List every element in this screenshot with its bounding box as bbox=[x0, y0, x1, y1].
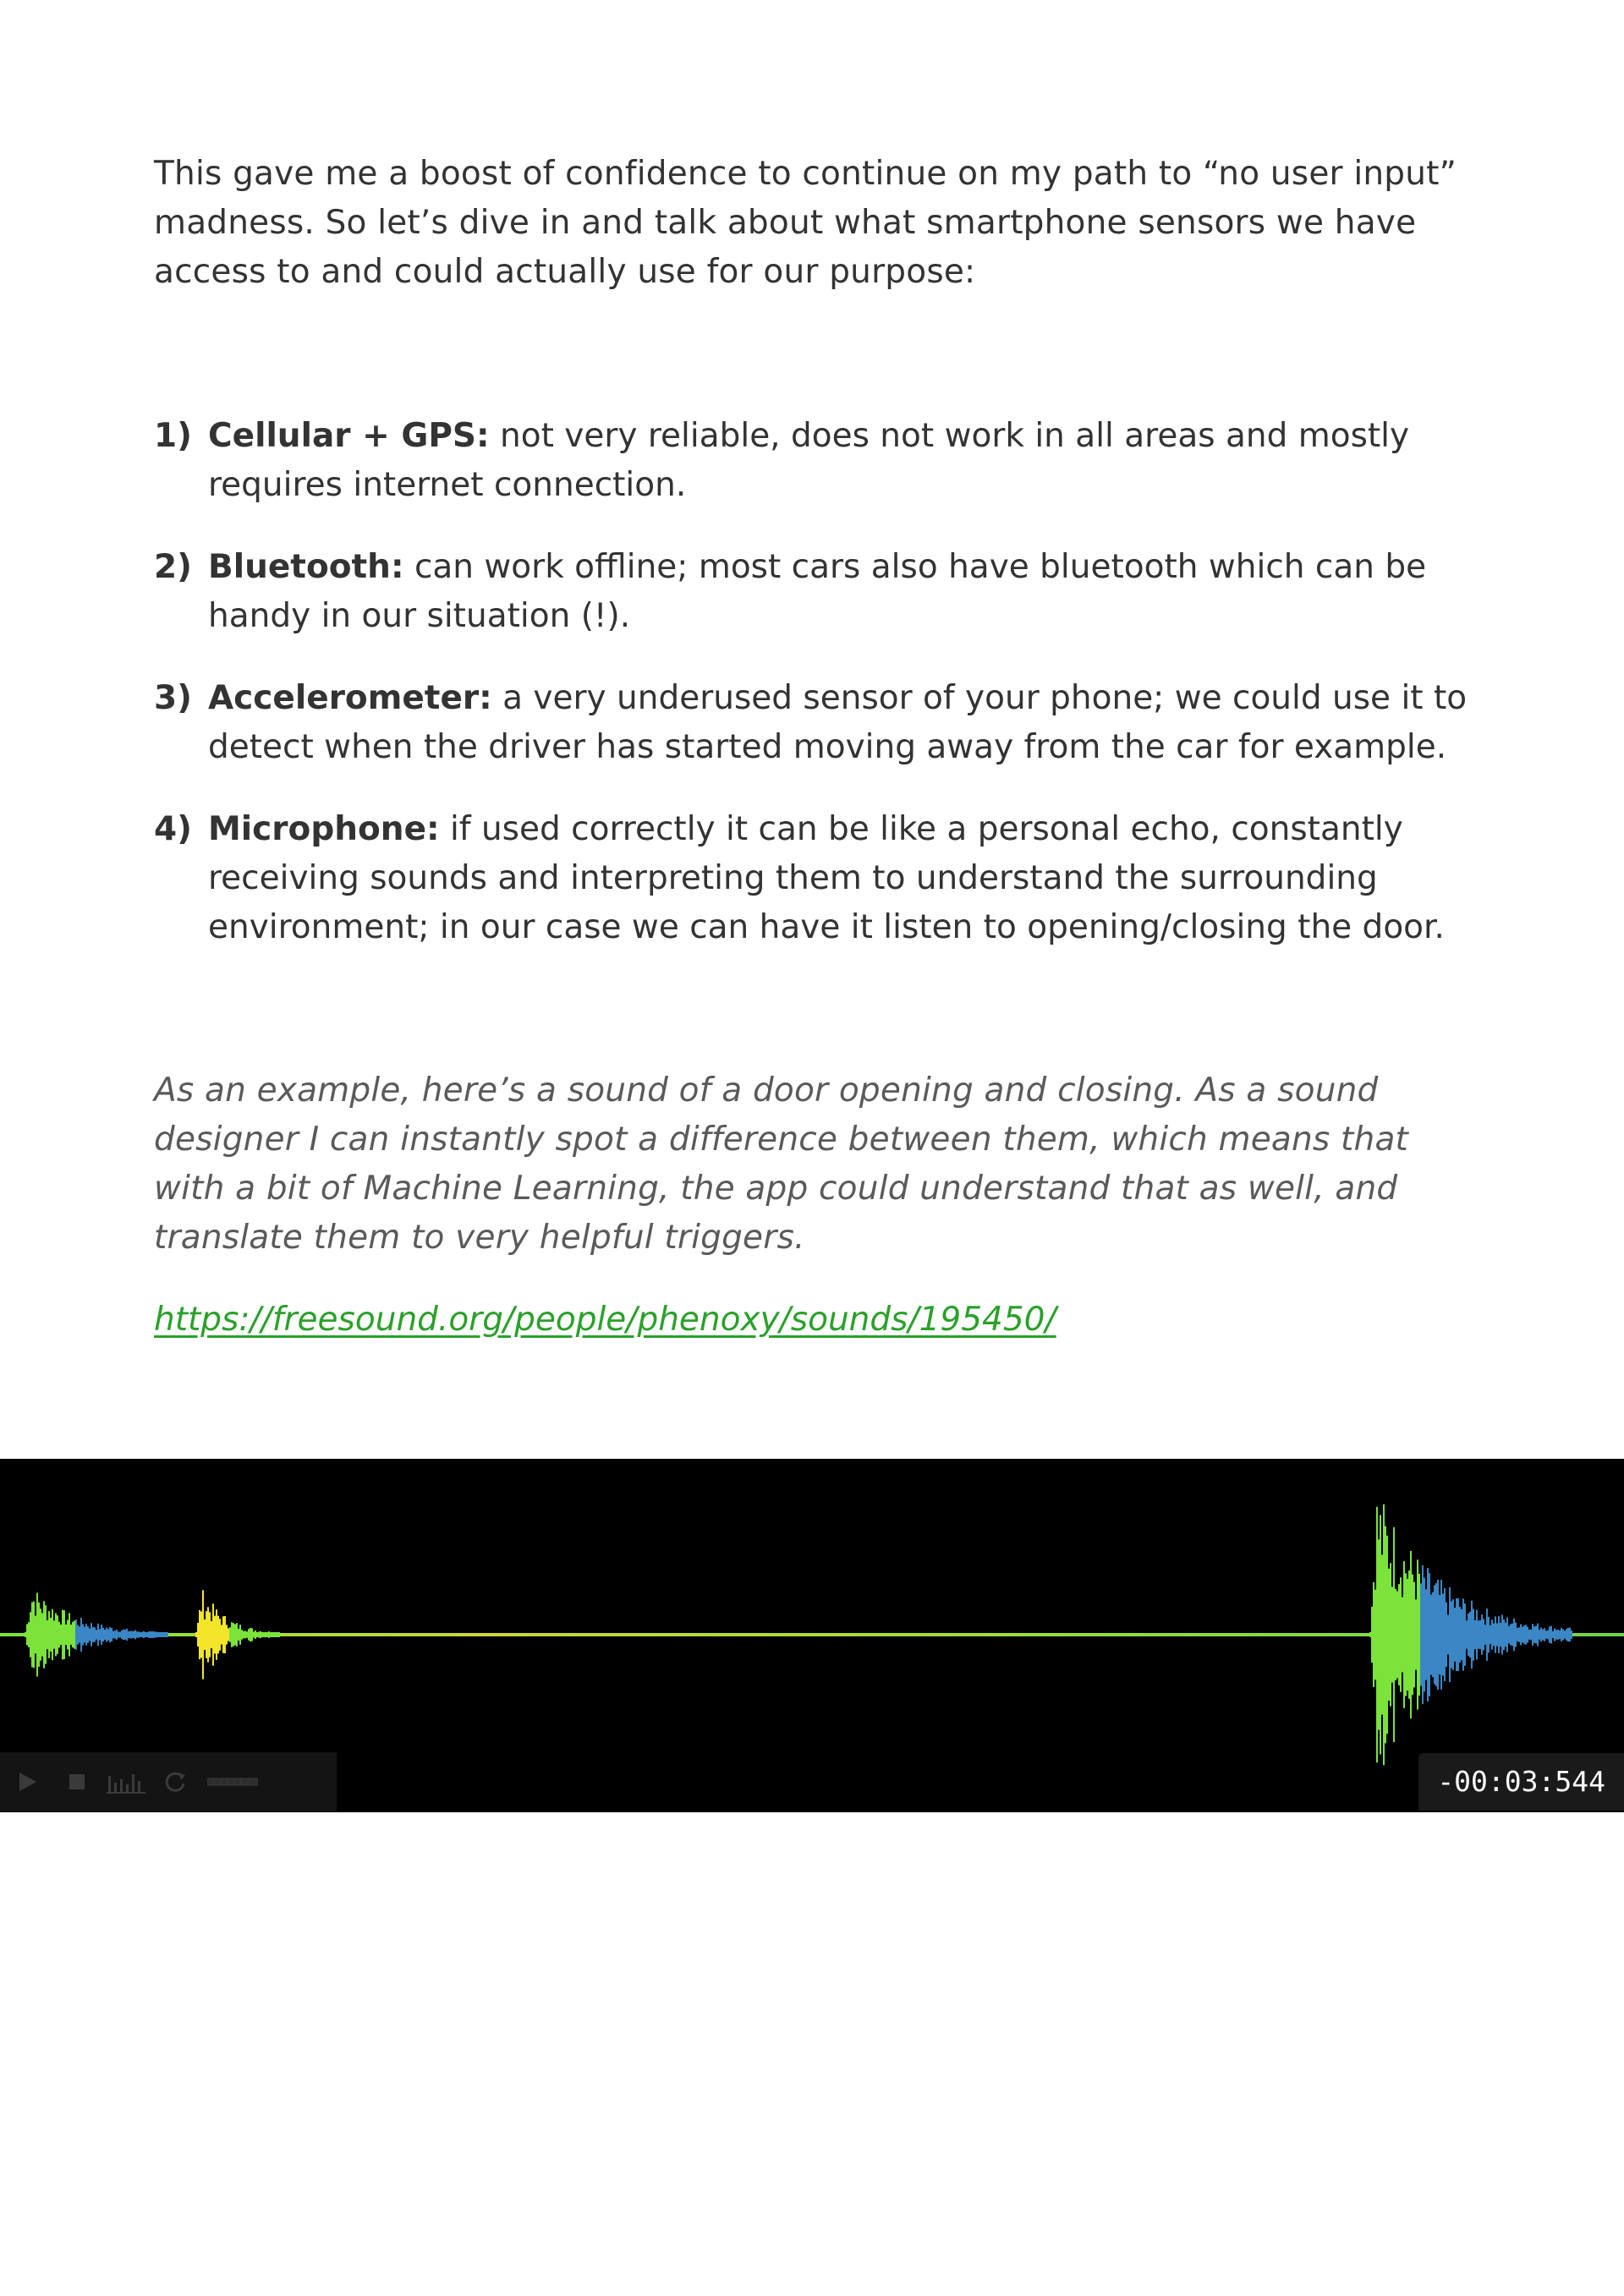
list-term: Accelerometer: bbox=[208, 679, 492, 717]
audio-player[interactable] bbox=[0, 1459, 1624, 1812]
sensor-list bbox=[154, 412, 1473, 985]
list-item bbox=[154, 805, 1473, 952]
list-term: Microphone: bbox=[208, 810, 440, 848]
loop-icon bbox=[163, 1770, 187, 1794]
volume-slider[interactable] bbox=[203, 1765, 262, 1799]
time-remaining: -00:03:544 bbox=[1418, 1753, 1624, 1811]
freesound-link[interactable]: https://freesound.org/people/phenoxy/sounds/195450/ bbox=[154, 1301, 1056, 1339]
stop-button[interactable] bbox=[56, 1765, 98, 1799]
list-item bbox=[154, 543, 1473, 641]
loop-button[interactable] bbox=[154, 1765, 196, 1799]
list-text: if used correctly it can be like a personal echo, constantly receiving sounds and interpreting them to understand the surrounding environment; in our case we can have it listen to opening/closing the door. bbox=[208, 810, 1445, 946]
list-text: not very reliable, does not work in all areas and mostly requires internet connection. bbox=[208, 417, 1410, 504]
stop-icon bbox=[68, 1773, 86, 1791]
play-button[interactable] bbox=[7, 1765, 49, 1799]
list-number: 3) bbox=[154, 679, 192, 717]
list-number: 2) bbox=[154, 548, 192, 586]
player-controls bbox=[0, 1752, 337, 1811]
list-term: Cellular + GPS: bbox=[208, 417, 490, 455]
intro-paragraph: This gave me a boost of confidence to continue on my path to “no user input” madness. So let’s dive in and talk about what smartphone sensors we have access to and could actually use for our purpose: bbox=[154, 155, 1457, 291]
list-number: 1) bbox=[154, 417, 192, 455]
example-paragraph: As an example, here’s a sound of a door opening and closing. As a sound designer I can instantly spot a difference between them, which means that with a bit of Machine Learning, the app could understand that as well, and translate them to very helpful triggers. bbox=[154, 1071, 1409, 1257]
list-text: can work offline; most cars also have bluetooth which can be handy in our situation (!). bbox=[208, 548, 1427, 635]
list-item bbox=[154, 412, 1473, 510]
play-icon bbox=[18, 1771, 38, 1793]
list-item bbox=[154, 674, 1473, 772]
list-term: Bluetooth: bbox=[208, 548, 404, 586]
spectrum-icon bbox=[107, 1769, 145, 1795]
volume-icon bbox=[207, 1776, 258, 1788]
spectrum-button[interactable] bbox=[105, 1765, 147, 1799]
list-number: 4) bbox=[154, 810, 192, 848]
list-text: a very underused sensor of your phone; we could use it to detect when the driver has started moving away from the car for example. bbox=[208, 679, 1468, 766]
